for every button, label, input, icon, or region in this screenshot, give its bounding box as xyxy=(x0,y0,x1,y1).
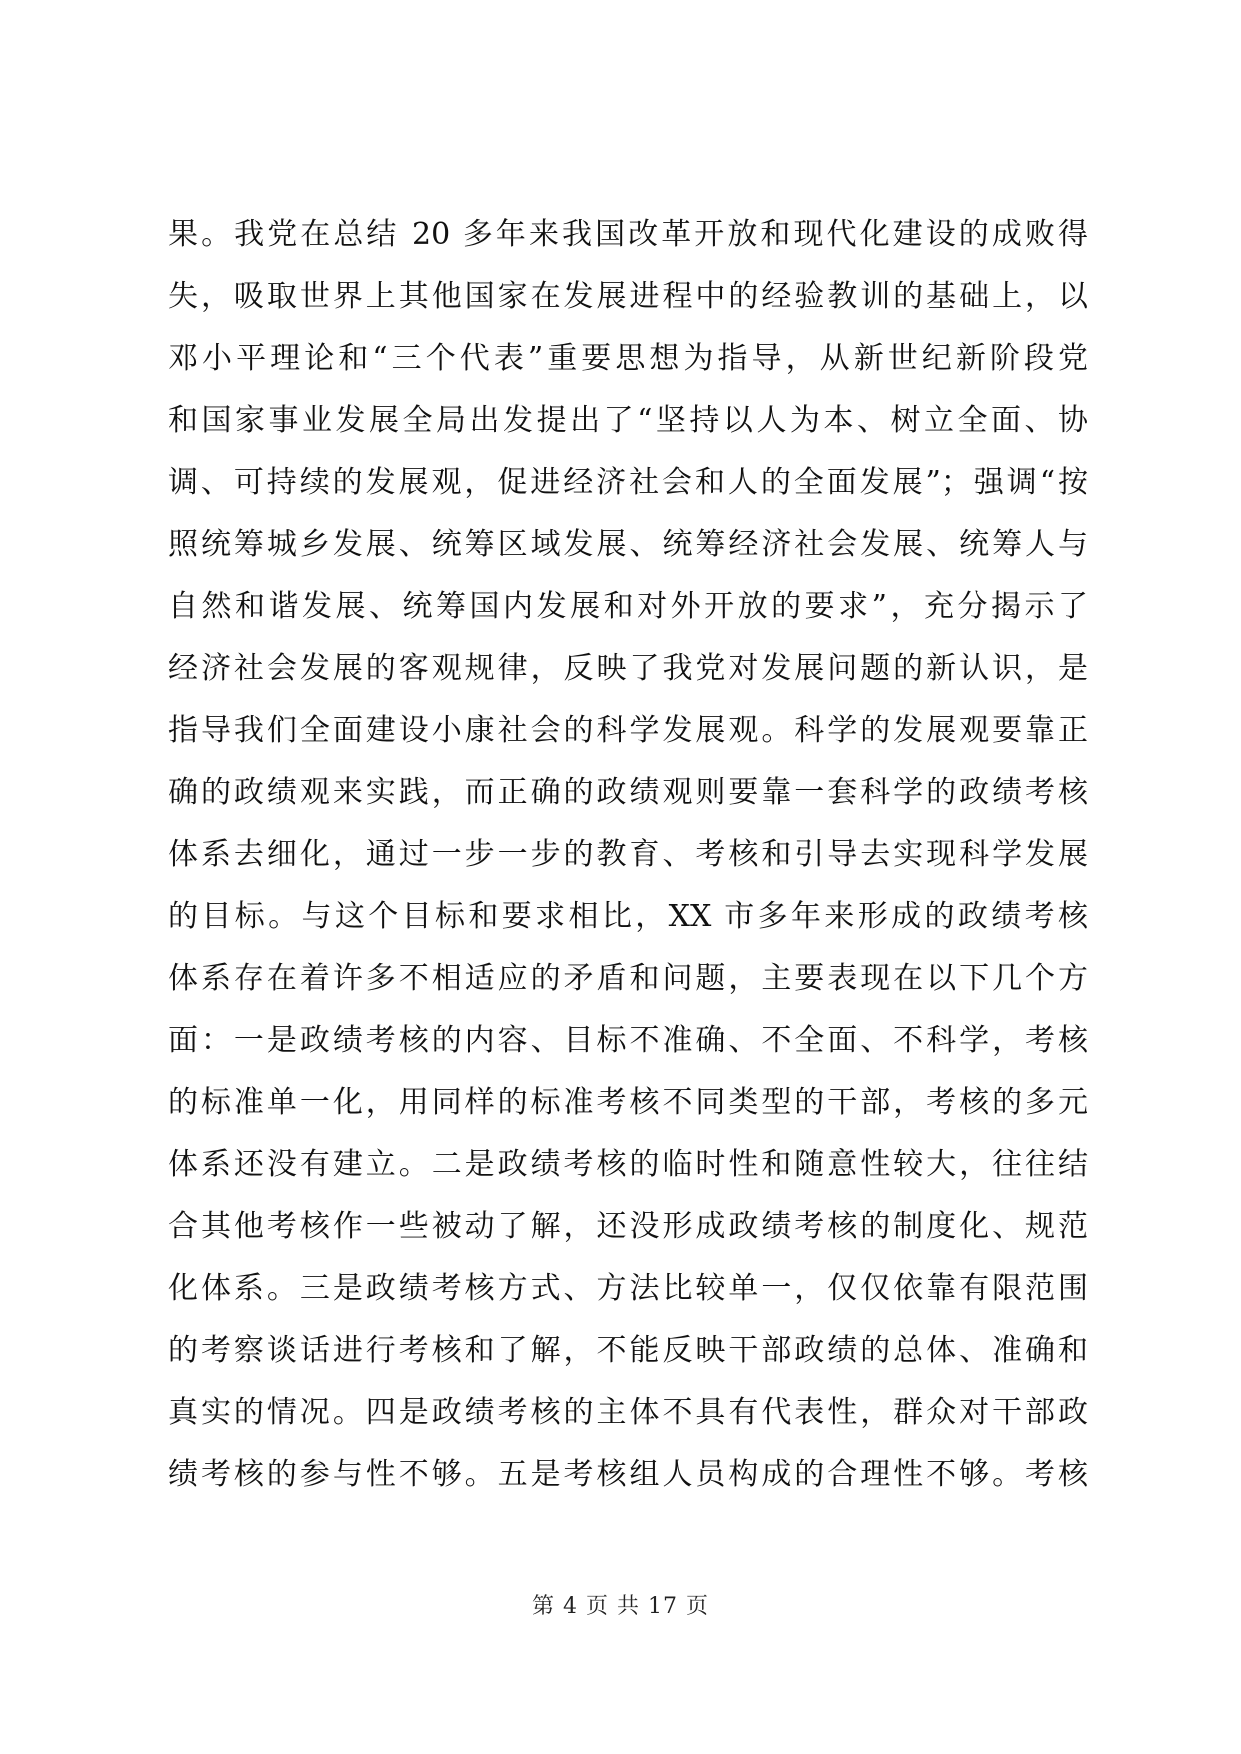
text-line: 调、可持续的发展观，促进经济社会和人的全面发展”；强调“按 xyxy=(168,465,1088,500)
body-paragraph xyxy=(168,204,1088,1506)
text-line: 面：一是政绩考核的内容、目标不准确、不全面、不科学，考核 xyxy=(168,1023,1088,1058)
text-line: 果。我党在总结 20 多年来我国改革开放和现代化建设的成败得 xyxy=(168,217,1088,252)
text-line: 失，吸取世界上其他国家在发展进程中的经验教训的基础上，以 xyxy=(168,279,1088,314)
text-line: 确的政绩观来实践，而正确的政绩观则要靠一套科学的政绩考核 xyxy=(168,775,1088,810)
text-line: 的考察谈话进行考核和了解，不能反映干部政绩的总体、准确和 xyxy=(168,1333,1088,1368)
page-number-footer: 第 4 页 共 17 页 xyxy=(532,1594,709,1619)
text-line: 照统筹城乡发展、统筹区域发展、统筹经济社会发展、统筹人与 xyxy=(168,527,1088,562)
text-line: 的标准单一化，用同样的标准考核不同类型的干部，考核的多元 xyxy=(168,1085,1088,1120)
text-line: 绩考核的参与性不够。五是考核组人员构成的合理性不够。考核 xyxy=(168,1457,1088,1492)
text-line: 体系去细化，通过一步一步的教育、考核和引导去实现科学发展 xyxy=(168,837,1088,872)
text-line: 的目标。与这个目标和要求相比，XX 市多年来形成的政绩考核 xyxy=(168,899,1088,934)
text-line: 合其他考核作一些被动了解，还没形成政绩考核的制度化、规范 xyxy=(168,1209,1088,1244)
text-line: 指导我们全面建设小康社会的科学发展观。科学的发展观要靠正 xyxy=(168,713,1088,748)
text-line: 经济社会发展的客观规律，反映了我党对发展问题的新认识，是 xyxy=(168,651,1088,686)
text-line: 体系还没有建立。二是政绩考核的临时性和随意性较大，往往结 xyxy=(168,1147,1088,1182)
text-line: 体系存在着许多不相适应的矛盾和问题，主要表现在以下几个方 xyxy=(168,961,1088,996)
text-line: 自然和谐发展、统筹国内发展和对外开放的要求”，充分揭示了 xyxy=(168,589,1088,624)
text-line: 邓小平理论和“三个代表”重要思想为指导，从新世纪新阶段党 xyxy=(168,341,1088,376)
text-line: 真实的情况。四是政绩考核的主体不具有代表性，群众对干部政 xyxy=(168,1395,1088,1430)
text-line: 和国家事业发展全局出发提出了“坚持以人为本、树立全面、协 xyxy=(168,403,1088,438)
text-line: 化体系。三是政绩考核方式、方法比较单一，仅仅依靠有限范围 xyxy=(168,1271,1088,1306)
